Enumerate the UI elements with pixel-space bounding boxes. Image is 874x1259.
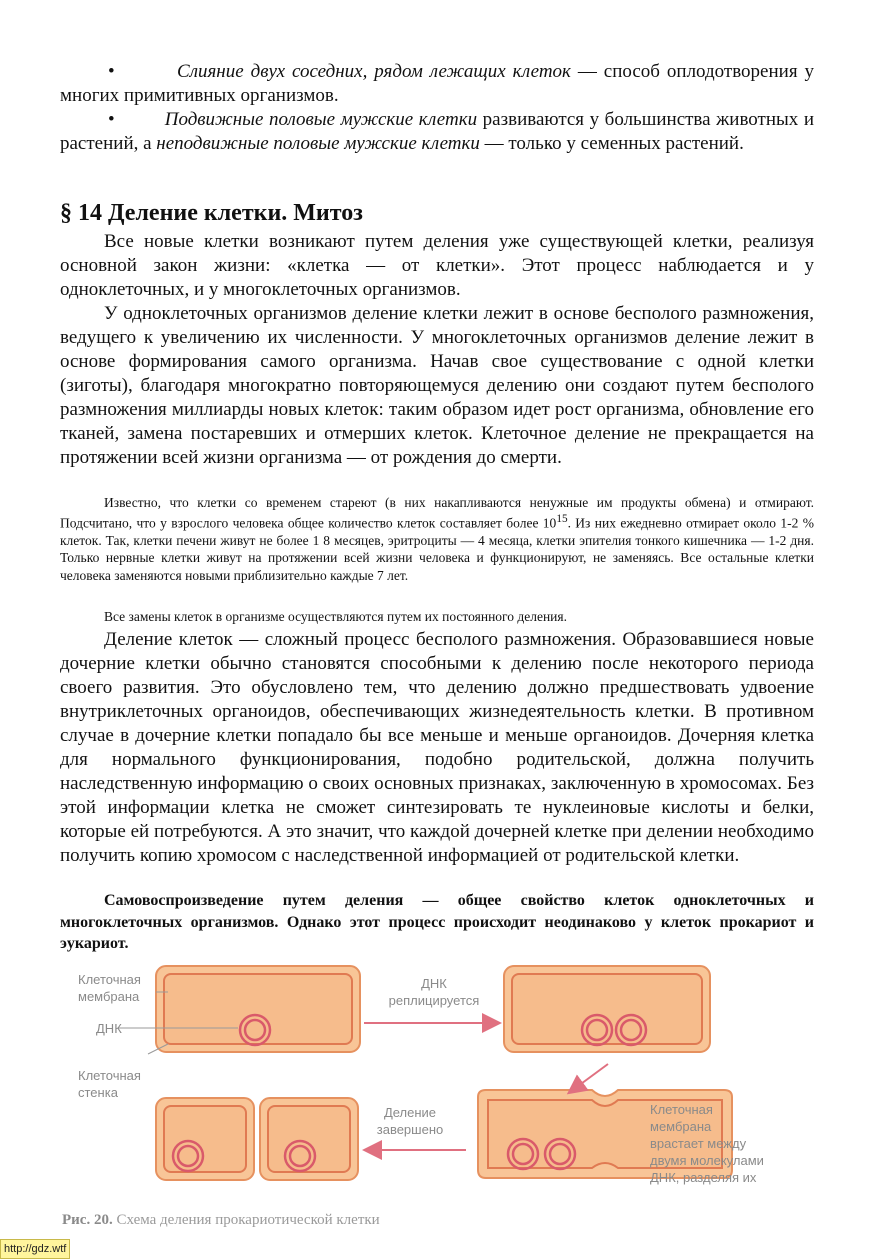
label-grows-1: Клеточная [650,1102,713,1117]
label-replicates-2: реплицируется [388,993,480,1008]
label-replicates-1: ДНК [421,976,447,991]
figure-number: Рис. 20. [62,1212,113,1228]
bullet-2-italic-1: Подвижные половые мужские клетки [164,109,478,130]
label-done-1: Деление [383,1105,437,1120]
paragraph-2: У одноклеточных организмов деление клетки лежит в основе бесполого размножения, ведущего к увеличению их численности. У многоклеточных организмов деление лежит в основе формирования самого организма. Начав свое существование с одной клетки (зиготы), благодаря многократно повторяющемуся делению они создают путем бесполого размножения миллиарды новых клеток: таким образом идет рост организма, обновление его тканей, замена постаревших и отмерших клеток. Клеточное деление не прекращается на протяжении всей жизни организма — от рождения до смерти. [60,303,814,468]
label-grows-2: мембрана [650,1119,712,1134]
section-title: § 14 Деление клетки. Митоз [60,200,363,226]
label-wall-2: стенка [78,1085,118,1100]
label-grows-3: врастает между [650,1136,747,1151]
paragraph-3: Деление клеток — сложный процесс бесполого размножения. Образовавшиеся новые дочерние клетки обычно становятся способными к делению после некоторого периода своего развития. Это обусловлено тем, что делению должно предшествовать удвоение внутриклеточных органоидов, обеспечивающих жизнедеятельность клетки. В противном случае в дочерние клетки попадало бы все меньше и меньше органоидов. Дочерняя клетка для нормального функционирования, подобно родительской, должна получить наследственную информацию о своих основных признаках, заключенную в хромосомах. Без этой информации клетка не сможет синтезировать те нуклеиновые кислоты и белки, которые ей потребуются. А это значит, что каждой дочерней клетке при делении необходимо получить копию хромосом с наследственной информацией от родительской клетки. [60,629,814,866]
label-membrane-1: Клеточная [78,972,141,987]
bullet-2-text: развиваются у большинства животных и растений, а [60,109,814,154]
label-dna: ДНК [96,1021,122,1036]
daughter-cell-1 [156,1098,254,1180]
small-paragraph-1-b: . Из них ежедневно отмирает около 1-2 % клеток. Так, клетки печени живут не более 1 8 месяцев, эритроциты — 4 месяца, клетки эпителия тонкого кишечника — 1-2 дня. Только нервные клетки живут на протяжении всей жизни человека и функционируют, не заменяясь. Все остальные клетки человека заменяются новыми приблизительно каждые 7 лет. [60,515,815,583]
bullet-2-italic-2: неподвижные половые мужские клетки [156,133,480,154]
figure-caption-text: Схема деления прокариотической клетки [112,1212,380,1228]
daughter-cell-2 [260,1098,358,1180]
small-paragraph-1-a: Известно, что клетки со временем стареют (в них накапливаются ненужные им продукты обмена) и отмирают. Подсчитано, что у взрослого человека общее количество клеток составляет более 10 [60,495,814,531]
label-grows-4: двумя молекулами [650,1153,764,1168]
bullet-2-rest: — только у семенных растений. [479,133,744,154]
figure-caption [62,1212,380,1229]
cell-parent [156,966,360,1052]
bullet-2: • Подвижные половые мужские клетки развиваются у большинства животных и растений, а неподвижные половые мужские клетки — только у семенных растений. [60,109,814,154]
label-grows-5: ДНК, разделяя их [650,1170,757,1185]
bullet-1-text: — способ оплодотворения у многих примитивных организмов. [60,61,814,106]
superscript: 15 [556,513,568,526]
label-membrane-2: мембрана [78,989,140,1004]
label-wall-1: Клеточная [78,1068,141,1083]
prokaryotic-division-figure [60,962,814,1208]
small-paragraph-1 [60,494,814,584]
small-paragraph-2: Все замены клеток в организме осуществляются путем их постоянного деления. [104,609,567,624]
cell-replicated [504,966,710,1052]
watermark-link[interactable]: http://gdz.wtf [0,1239,70,1259]
bullet-1-italic: Слияние двух соседних, рядом лежащих клеток [177,61,571,82]
bullet-1: • Слияние двух соседних, рядом лежащих клеток — способ оплодотворения у многих примитивных организмов. [60,61,814,106]
bold-paragraph: Самовоспроизведение путем деления — общее свойство клеток одноклеточных и многоклеточных организмов. Однако этот процесс происходит неодинаково у клеток прокариот и эукариот. [60,892,814,952]
paragraph-1: Все новые клетки возникают путем деления уже существующей клетки, реализуя основной закон жизни: «клетка — от клетки». Этот процесс наблюдается и у одноклеточных, и у многоклеточных организмов. [60,231,814,300]
arrow-down [570,1064,608,1092]
label-done-2: завершено [376,1122,444,1137]
